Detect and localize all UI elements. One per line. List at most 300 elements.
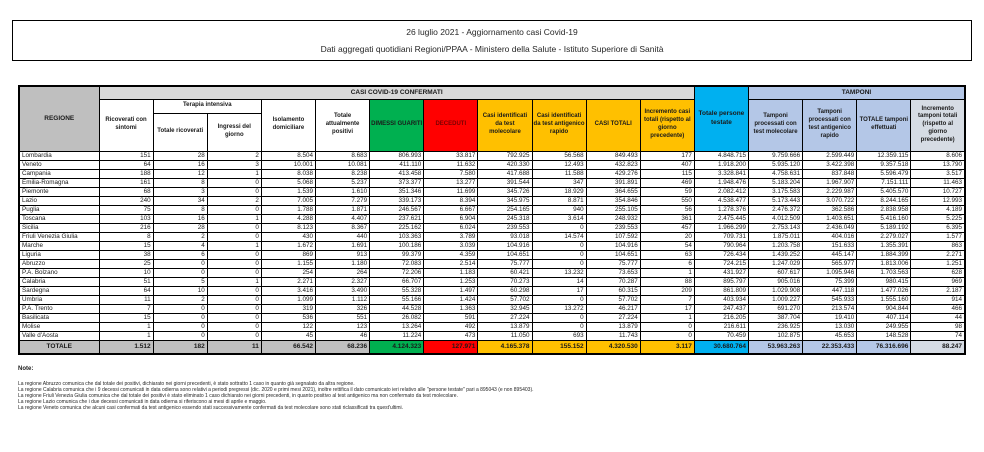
value-cell: 1.439.252 bbox=[749, 250, 803, 259]
value-cell: 60.421 bbox=[478, 268, 532, 277]
value-cell: 5.068 bbox=[261, 178, 315, 187]
value-cell: 13.272 bbox=[532, 304, 586, 313]
value-cell: 99.379 bbox=[370, 250, 424, 259]
table-row bbox=[19, 277, 965, 286]
value-cell: 104.651 bbox=[478, 250, 532, 259]
total-value-cell: 68.236 bbox=[316, 340, 370, 354]
total-value-cell: 30.680.764 bbox=[694, 340, 748, 354]
value-cell: 10 bbox=[153, 286, 207, 295]
value-cell: 0 bbox=[207, 259, 261, 268]
value-cell: 940 bbox=[532, 205, 586, 214]
value-cell: 790.964 bbox=[694, 241, 748, 250]
value-cell: 38 bbox=[99, 250, 153, 259]
value-cell: 1 bbox=[207, 277, 261, 286]
value-cell: 72.206 bbox=[370, 268, 424, 277]
value-cell: 8.394 bbox=[424, 196, 478, 205]
value-cell: 32.945 bbox=[478, 304, 532, 313]
total-value-cell: 1.512 bbox=[99, 340, 153, 354]
col-header-ti-totale: Totale ricoverati bbox=[153, 113, 207, 151]
value-cell: 246.567 bbox=[370, 205, 424, 214]
value-cell: 104.651 bbox=[586, 250, 640, 259]
value-cell: 1.577 bbox=[911, 232, 965, 241]
value-cell: 70.287 bbox=[586, 277, 640, 286]
value-cell: 12.359.115 bbox=[857, 151, 911, 160]
value-cell: 33.817 bbox=[424, 151, 478, 160]
value-cell: 148.528 bbox=[857, 331, 911, 340]
value-cell: 345.975 bbox=[478, 196, 532, 205]
value-cell: 3.416 bbox=[261, 286, 315, 295]
report-title-box bbox=[12, 20, 972, 61]
value-cell: 1.180 bbox=[316, 259, 370, 268]
total-value-cell: 66.542 bbox=[261, 340, 315, 354]
value-cell: 151.633 bbox=[803, 241, 857, 250]
value-cell: 68 bbox=[99, 187, 153, 196]
region-name: Molise bbox=[19, 322, 99, 331]
value-cell: 72.083 bbox=[370, 259, 424, 268]
value-cell: 104.916 bbox=[478, 241, 532, 250]
value-cell: 11.588 bbox=[532, 169, 586, 178]
value-cell: 724.215 bbox=[694, 259, 748, 268]
total-value-cell: 22.353.433 bbox=[803, 340, 857, 354]
value-cell: 806.993 bbox=[370, 151, 424, 160]
value-cell: 8.606 bbox=[911, 151, 965, 160]
value-cell: 837.848 bbox=[803, 169, 857, 178]
value-cell: 73.653 bbox=[586, 268, 640, 277]
region-name: Toscana bbox=[19, 214, 99, 223]
value-cell: 3 bbox=[207, 160, 261, 169]
value-cell: 75.777 bbox=[478, 259, 532, 268]
value-cell: 245.318 bbox=[478, 214, 532, 223]
value-cell: 4.359 bbox=[424, 250, 478, 259]
value-cell: 28 bbox=[153, 223, 207, 232]
region-name: Lazio bbox=[19, 196, 99, 205]
value-cell: 70.273 bbox=[478, 277, 532, 286]
value-cell: 895.797 bbox=[694, 277, 748, 286]
col-header-positivi: Totale attualmente positivi bbox=[316, 99, 370, 151]
value-cell: 1.363 bbox=[424, 304, 478, 313]
value-cell: 63 bbox=[640, 250, 694, 259]
table-row bbox=[19, 304, 965, 313]
value-cell: 9.759.666 bbox=[749, 151, 803, 160]
value-cell: 5.596.479 bbox=[857, 169, 911, 178]
value-cell: 407 bbox=[640, 160, 694, 169]
col-header-casi-totali: CASI TOTALI bbox=[586, 99, 640, 151]
region-name: Veneto bbox=[19, 160, 99, 169]
value-cell: 1.155 bbox=[261, 259, 315, 268]
value-cell: 1.403.651 bbox=[803, 214, 857, 223]
value-cell: 4.538.477 bbox=[694, 196, 748, 205]
table-row bbox=[19, 187, 965, 196]
value-cell: 0 bbox=[532, 250, 586, 259]
value-cell: 2.753.143 bbox=[749, 223, 803, 232]
value-cell: 46 bbox=[316, 331, 370, 340]
value-cell: 3.175.583 bbox=[749, 187, 803, 196]
table-row bbox=[19, 205, 965, 214]
table-row bbox=[19, 322, 965, 331]
value-cell: 55.166 bbox=[370, 295, 424, 304]
value-cell: 100.186 bbox=[370, 241, 424, 250]
value-cell: 11 bbox=[99, 295, 153, 304]
value-cell: 0 bbox=[207, 313, 261, 322]
value-cell: 5.935.120 bbox=[749, 160, 803, 169]
region-name: Lombardia bbox=[19, 151, 99, 160]
value-cell: 2.599.449 bbox=[803, 151, 857, 160]
value-cell: 161 bbox=[99, 178, 153, 187]
value-cell: 863 bbox=[911, 241, 965, 250]
value-cell: 11.224 bbox=[370, 331, 424, 340]
value-cell: 980.415 bbox=[857, 277, 911, 286]
value-cell: 607.617 bbox=[749, 268, 803, 277]
value-cell: 0 bbox=[207, 250, 261, 259]
value-cell: 0 bbox=[532, 241, 586, 250]
value-cell: 351.346 bbox=[370, 187, 424, 196]
value-cell: 17 bbox=[640, 304, 694, 313]
value-cell: 46.217 bbox=[586, 304, 640, 313]
total-value-cell: 11 bbox=[207, 340, 261, 354]
value-cell: 70.459 bbox=[694, 331, 748, 340]
value-cell: 473 bbox=[424, 331, 478, 340]
value-cell: 2 bbox=[207, 151, 261, 160]
value-cell: 16 bbox=[153, 214, 207, 223]
value-cell: 2 bbox=[207, 196, 261, 205]
table-row bbox=[19, 169, 965, 178]
value-cell: 216.611 bbox=[694, 322, 748, 331]
value-cell: 104.916 bbox=[586, 241, 640, 250]
value-cell: 75.777 bbox=[586, 259, 640, 268]
value-cell: 17 bbox=[532, 286, 586, 295]
value-cell: 93.018 bbox=[478, 232, 532, 241]
value-cell: 432.823 bbox=[586, 160, 640, 169]
value-cell: 26.082 bbox=[370, 313, 424, 322]
value-cell: 10.081 bbox=[316, 160, 370, 169]
value-cell: 64 bbox=[99, 286, 153, 295]
value-cell: 27.224 bbox=[478, 313, 532, 322]
value-cell: 8 bbox=[99, 232, 153, 241]
value-cell: 1.871 bbox=[316, 205, 370, 214]
total-value-cell: 3.117 bbox=[640, 340, 694, 354]
value-cell: 44.528 bbox=[370, 304, 424, 313]
value-cell: 11.632 bbox=[424, 160, 478, 169]
value-cell: 13.277 bbox=[424, 178, 478, 187]
col-header-casi-molecolare: Casi identificati da test molecolare bbox=[478, 99, 532, 151]
value-cell: 3.039 bbox=[424, 241, 478, 250]
value-cell: 0 bbox=[153, 268, 207, 277]
value-cell: 849.493 bbox=[586, 151, 640, 160]
value-cell: 430 bbox=[261, 232, 315, 241]
col-header-ricoverati: Ricoverati con sintomi bbox=[99, 99, 153, 151]
table-row bbox=[19, 178, 965, 187]
col-header-tamponi-antigenico: Tamponi processati con test antigenico rapido bbox=[803, 99, 857, 151]
value-cell: 1 bbox=[99, 322, 153, 331]
value-cell: 1.875.011 bbox=[749, 232, 803, 241]
report-title: 26 luglio 2021 - Aggiornamento casi Covid-19 bbox=[406, 27, 578, 38]
value-cell: 18.929 bbox=[532, 187, 586, 196]
value-cell: 1.610 bbox=[316, 187, 370, 196]
value-cell: 5.416.160 bbox=[857, 214, 911, 223]
value-cell: 1.183 bbox=[424, 268, 478, 277]
value-cell: 905.016 bbox=[749, 277, 803, 286]
region-name: P.A. Trento bbox=[19, 304, 99, 313]
value-cell: 44 bbox=[911, 313, 965, 322]
value-cell: 1.884.399 bbox=[857, 250, 911, 259]
value-cell: 10.001 bbox=[261, 160, 315, 169]
value-cell: 216.205 bbox=[694, 313, 748, 322]
value-cell: 209 bbox=[640, 286, 694, 295]
value-cell: 407.114 bbox=[857, 313, 911, 322]
value-cell: 45 bbox=[261, 331, 315, 340]
region-name: Emilia-Romagna bbox=[19, 178, 99, 187]
value-cell: 56.568 bbox=[532, 151, 586, 160]
value-cell: 1.355.391 bbox=[857, 241, 911, 250]
value-cell: 1 bbox=[640, 268, 694, 277]
value-cell: 64 bbox=[99, 160, 153, 169]
value-cell: 1.691 bbox=[316, 241, 370, 250]
value-cell: 247.437 bbox=[694, 304, 748, 313]
value-cell: 254.165 bbox=[478, 205, 532, 214]
value-cell: 2.514 bbox=[424, 259, 478, 268]
col-header-incremento-casi: Incremento casi totali (rispetto al giorno precedente) bbox=[640, 99, 694, 151]
table-foot bbox=[19, 340, 965, 354]
table-row bbox=[19, 223, 965, 232]
value-cell: 25 bbox=[99, 259, 153, 268]
value-cell: 151 bbox=[99, 151, 153, 160]
value-cell: 0 bbox=[153, 322, 207, 331]
col-header-tamponi-molecolare: Tamponi processati con test molecolare bbox=[749, 99, 803, 151]
value-cell: 0 bbox=[207, 187, 261, 196]
value-cell: 0 bbox=[153, 313, 207, 322]
value-cell: 34 bbox=[153, 196, 207, 205]
value-cell: 13.030 bbox=[803, 322, 857, 331]
value-cell: 51 bbox=[99, 277, 153, 286]
value-cell: 107.592 bbox=[586, 232, 640, 241]
value-cell: 387.704 bbox=[749, 313, 803, 322]
value-cell: 466 bbox=[911, 304, 965, 313]
value-cell: 122 bbox=[261, 322, 315, 331]
value-cell: 1.424 bbox=[424, 295, 478, 304]
value-cell: 3.517 bbox=[911, 169, 965, 178]
value-cell: 59 bbox=[640, 187, 694, 196]
region-name: Sardegna bbox=[19, 286, 99, 295]
value-cell: 3.070.722 bbox=[803, 196, 857, 205]
value-cell: 4.288 bbox=[261, 214, 315, 223]
value-cell: 0 bbox=[207, 232, 261, 241]
value-cell: 373.377 bbox=[370, 178, 424, 187]
value-cell: 2.271 bbox=[261, 277, 315, 286]
value-cell: 7.151.111 bbox=[857, 178, 911, 187]
value-cell: 188 bbox=[99, 169, 153, 178]
col-header-persone-testate: Totale persone testate bbox=[694, 86, 748, 151]
value-cell: 2.187 bbox=[911, 286, 965, 295]
value-cell: 565.977 bbox=[803, 259, 857, 268]
value-cell: 56 bbox=[640, 205, 694, 214]
value-cell: 4 bbox=[153, 241, 207, 250]
value-cell: 4.012.509 bbox=[749, 214, 803, 223]
table-row bbox=[19, 268, 965, 277]
value-cell: 1.497 bbox=[424, 286, 478, 295]
value-cell: 240 bbox=[99, 196, 153, 205]
value-cell: 2 bbox=[153, 295, 207, 304]
value-cell: 3.490 bbox=[316, 286, 370, 295]
region-name: Sicilia bbox=[19, 223, 99, 232]
value-cell: 236.925 bbox=[749, 322, 803, 331]
value-cell: 103.363 bbox=[370, 232, 424, 241]
value-cell: 0 bbox=[532, 322, 586, 331]
value-cell: 16 bbox=[153, 160, 207, 169]
region-name: Basilicata bbox=[19, 313, 99, 322]
value-cell: 7.005 bbox=[261, 196, 315, 205]
value-cell: 1.112 bbox=[316, 295, 370, 304]
table-row bbox=[19, 286, 965, 295]
value-cell: 13.790 bbox=[911, 160, 965, 169]
value-cell: 1.477.026 bbox=[857, 286, 911, 295]
value-cell: 102.875 bbox=[749, 331, 803, 340]
value-cell: 237.621 bbox=[370, 214, 424, 223]
note-line: La regione Lazio comunica che i due decessi comunicati in data odierna si riferiscono ai mesi di aprile e maggio. bbox=[18, 399, 267, 405]
value-cell: 14.574 bbox=[532, 232, 586, 241]
value-cell: 1.918.200 bbox=[694, 160, 748, 169]
value-cell: 57.702 bbox=[478, 295, 532, 304]
table-row bbox=[19, 151, 965, 160]
value-cell: 8.123 bbox=[261, 223, 315, 232]
note-line: La regione Abruzzo comunica che dal totale dei positivi, dichiarato nei giorni precedenti, è stato sottratto 1 caso in quanto già segnalato da altra regione. bbox=[18, 381, 355, 387]
value-cell: 74 bbox=[911, 331, 965, 340]
value-cell: 326 bbox=[316, 304, 370, 313]
col-header-regione: REGIONE bbox=[19, 86, 99, 151]
value-cell: 904.844 bbox=[857, 304, 911, 313]
value-cell: 551 bbox=[316, 313, 370, 322]
value-cell: 2.327 bbox=[316, 277, 370, 286]
value-cell: 1.788 bbox=[261, 205, 315, 214]
total-value-cell: 127.971 bbox=[424, 340, 478, 354]
value-cell: 8 bbox=[153, 178, 207, 187]
value-cell: 11.050 bbox=[478, 331, 532, 340]
value-cell: 1.555.160 bbox=[857, 295, 911, 304]
value-cell: 103 bbox=[99, 214, 153, 223]
value-cell: 2.279.027 bbox=[857, 232, 911, 241]
region-name: Puglia bbox=[19, 205, 99, 214]
value-cell: 264 bbox=[316, 268, 370, 277]
value-cell: 15 bbox=[99, 313, 153, 322]
value-cell: 10.727 bbox=[911, 187, 965, 196]
value-cell: 0 bbox=[207, 295, 261, 304]
region-name: Liguria bbox=[19, 250, 99, 259]
value-cell: 4.407 bbox=[316, 214, 370, 223]
region-name: Umbria bbox=[19, 295, 99, 304]
value-cell: 1.813.006 bbox=[857, 259, 911, 268]
value-cell: 57.702 bbox=[586, 295, 640, 304]
value-cell: 5.189.192 bbox=[857, 223, 911, 232]
total-value-cell: 155.152 bbox=[532, 340, 586, 354]
region-name: Abruzzo bbox=[19, 259, 99, 268]
value-cell: 413.458 bbox=[370, 169, 424, 178]
value-cell: 0 bbox=[640, 331, 694, 340]
value-cell: 3.422.398 bbox=[803, 160, 857, 169]
value-cell: 254 bbox=[261, 268, 315, 277]
value-cell: 1.251 bbox=[911, 259, 965, 268]
value-cell: 0 bbox=[207, 178, 261, 187]
band-row bbox=[19, 86, 965, 99]
value-cell: 8.683 bbox=[316, 151, 370, 160]
value-cell: 249.955 bbox=[857, 322, 911, 331]
col-header-totale-tamponi: TOTALE tamponi effettuati bbox=[857, 99, 911, 151]
value-cell: 8.244.165 bbox=[857, 196, 911, 205]
value-cell: 2 bbox=[153, 232, 207, 241]
value-cell: 4.758.631 bbox=[749, 169, 803, 178]
value-cell: 429.276 bbox=[586, 169, 640, 178]
value-cell: 792.925 bbox=[478, 151, 532, 160]
value-cell: 347 bbox=[532, 178, 586, 187]
value-cell: 28 bbox=[153, 151, 207, 160]
value-cell: 6.395 bbox=[911, 223, 965, 232]
value-cell: 54 bbox=[640, 241, 694, 250]
value-cell: 431.927 bbox=[694, 268, 748, 277]
value-cell: 5.225 bbox=[911, 214, 965, 223]
value-cell: 417.688 bbox=[478, 169, 532, 178]
total-value-cell: 182 bbox=[153, 340, 207, 354]
value-cell: 12.993 bbox=[911, 196, 965, 205]
total-value-cell: 88.247 bbox=[911, 340, 965, 354]
value-cell: 13.879 bbox=[478, 322, 532, 331]
value-cell: 8.367 bbox=[316, 223, 370, 232]
value-cell: 6 bbox=[153, 250, 207, 259]
value-cell: 913 bbox=[316, 250, 370, 259]
value-cell: 0 bbox=[207, 322, 261, 331]
value-cell: 1.253 bbox=[424, 277, 478, 286]
value-cell: 1 bbox=[207, 241, 261, 250]
table-row bbox=[19, 196, 965, 205]
value-cell: 969 bbox=[911, 277, 965, 286]
table-body bbox=[19, 151, 965, 340]
value-cell: 391.891 bbox=[586, 178, 640, 187]
value-cell: 7.580 bbox=[424, 169, 478, 178]
value-cell: 3.789 bbox=[424, 232, 478, 241]
value-cell: 0 bbox=[532, 313, 586, 322]
total-value-cell: 53.963.263 bbox=[749, 340, 803, 354]
table-row bbox=[19, 214, 965, 223]
value-cell: 60.315 bbox=[586, 286, 640, 295]
value-cell: 404.016 bbox=[803, 232, 857, 241]
value-cell: 0 bbox=[207, 286, 261, 295]
region-name: Campania bbox=[19, 169, 99, 178]
value-cell: 10 bbox=[99, 268, 153, 277]
value-cell: 2.436.049 bbox=[803, 223, 857, 232]
value-cell: 591 bbox=[424, 313, 478, 322]
value-cell: 60.298 bbox=[478, 286, 532, 295]
value-cell: 66.707 bbox=[370, 277, 424, 286]
value-cell: 177 bbox=[640, 151, 694, 160]
value-cell: 391.544 bbox=[478, 178, 532, 187]
total-value-cell: 4.165.378 bbox=[478, 340, 532, 354]
value-cell: 27.224 bbox=[586, 313, 640, 322]
value-cell: 0 bbox=[207, 304, 261, 313]
value-cell: 1.703.563 bbox=[857, 268, 911, 277]
value-cell: 239.553 bbox=[586, 223, 640, 232]
band-casi-confermati: CASI COVID-19 CONFERMATI bbox=[99, 86, 694, 99]
value-cell: 13.232 bbox=[532, 268, 586, 277]
value-cell: 8.871 bbox=[532, 196, 586, 205]
value-cell: 0 bbox=[207, 268, 261, 277]
value-cell: 1 bbox=[99, 331, 153, 340]
value-cell: 8.038 bbox=[261, 169, 315, 178]
value-cell: 339.173 bbox=[370, 196, 424, 205]
value-cell: 628 bbox=[911, 268, 965, 277]
value-cell: 1.672 bbox=[261, 241, 315, 250]
value-cell: 213.574 bbox=[803, 304, 857, 313]
band-tamponi: TAMPONI bbox=[749, 86, 966, 99]
value-cell: 6.667 bbox=[424, 205, 478, 214]
value-cell: 7 bbox=[640, 295, 694, 304]
value-cell: 1.967.907 bbox=[803, 178, 857, 187]
